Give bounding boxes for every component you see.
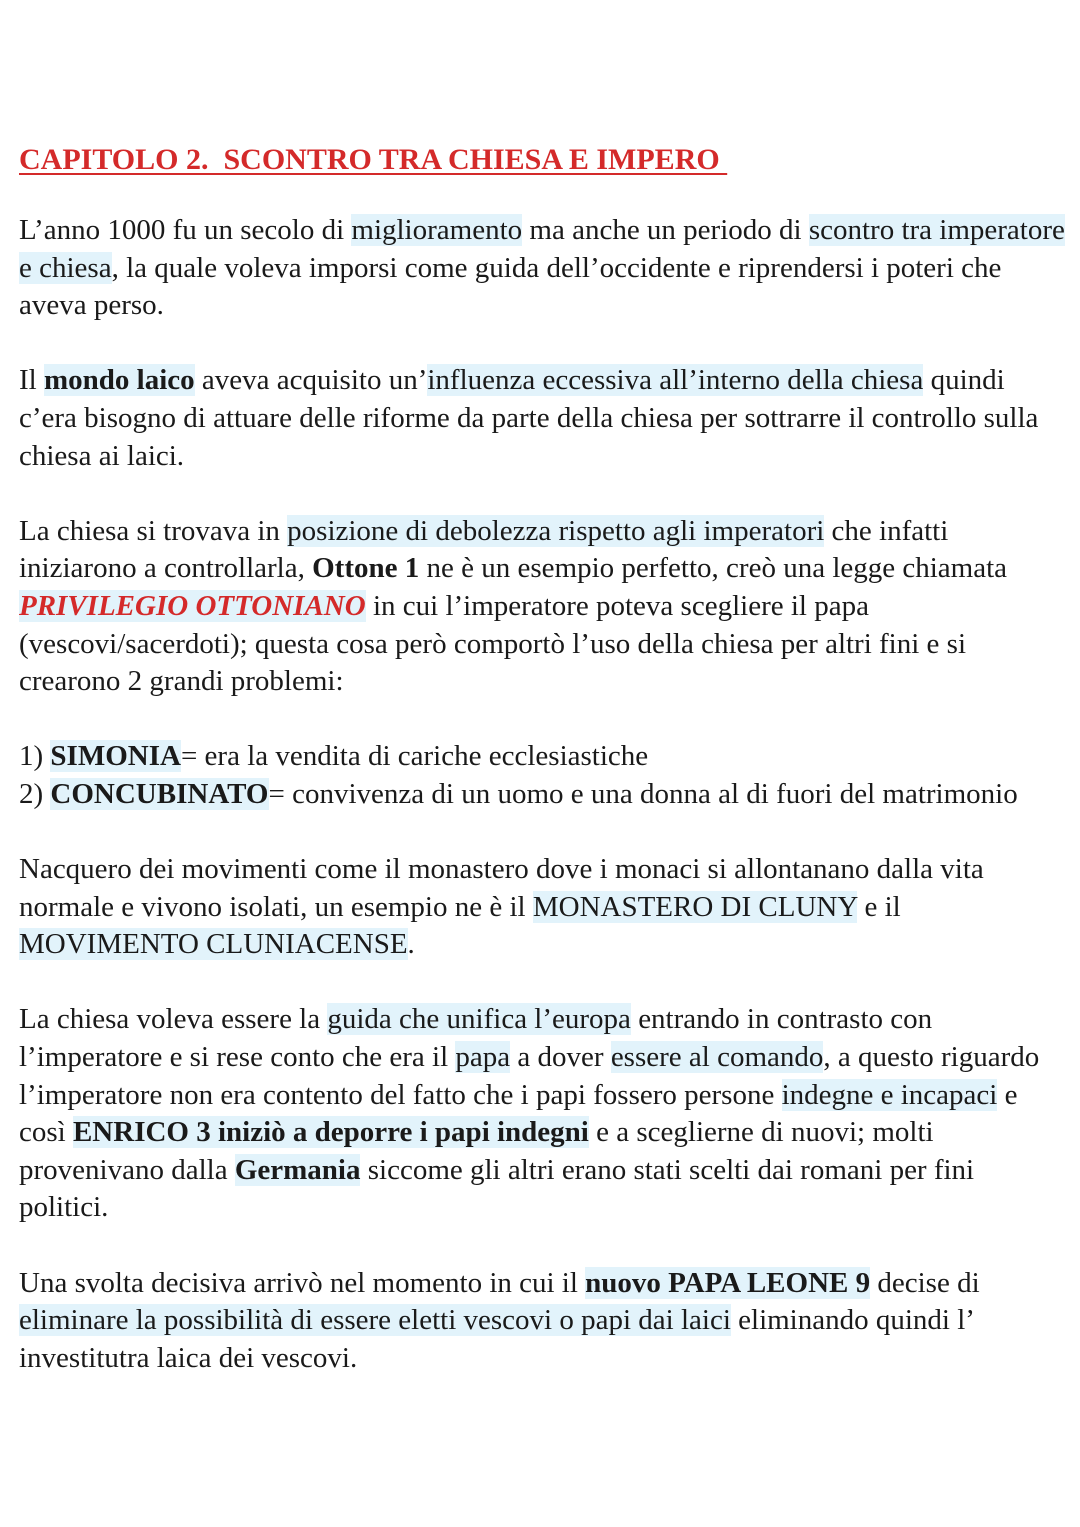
- document-page: [19, 139, 1069, 1415]
- bold-highlight: nuovo PAPA LEONE 9: [585, 1266, 871, 1299]
- paragraph-5: [19, 1001, 1069, 1227]
- chapter-title: CAPITOLO 2. SCONTRO TRA CHIESA E IMPERO: [19, 143, 728, 176]
- highlight: essere al comando: [610, 1041, 824, 1074]
- text: e così: [19, 1078, 1018, 1149]
- paragraph-1: [19, 212, 1069, 325]
- definition: = convivenza di un uomo e una donna al di fuori del matrimonio: [268, 777, 1018, 810]
- text: aveva acquisito un’: [194, 364, 428, 397]
- text: siccome gli altri erano stati scelti dai romani per fini politici.: [19, 1153, 975, 1224]
- list-num: 2): [19, 777, 51, 810]
- text: a dover: [510, 1041, 611, 1074]
- text: La chiesa voleva essere la: [19, 1003, 328, 1036]
- text: Una svolta decisiva arrivò nel momento in cui il: [19, 1266, 586, 1299]
- highlight: MONASTERO DI CLUNY: [532, 890, 858, 923]
- paragraph-6: [19, 1265, 1069, 1378]
- term-simonia: SIMONIA: [50, 740, 181, 773]
- highlight: influenza eccessiva all’interno della chiesa: [427, 364, 924, 397]
- bold-highlight: Germania: [234, 1153, 361, 1186]
- bold-highlight: ENRICO 3 iniziò a deporre i papi indegni: [72, 1116, 589, 1149]
- text: .: [407, 928, 415, 961]
- highlight: scontro tra imperatore e chiesa: [19, 214, 1065, 284]
- text: in cui l’imperatore poteva scegliere il papa (vescovi/sacerdoti); questa cosa però comportò l’uso della chiesa per altri fini e si crearono 2 grandi problemi:: [19, 589, 967, 698]
- text: che infatti iniziarono a controllarla,: [19, 514, 949, 585]
- highlight: eliminare la possibilità di essere eletti vescovi o papi dai laici: [19, 1304, 731, 1337]
- highlight: indegne e incapaci: [781, 1078, 998, 1111]
- highlight: papa: [455, 1041, 511, 1074]
- bold-highlight: mondo laico: [43, 364, 195, 397]
- paragraph-3: [19, 513, 1069, 701]
- text: entrando in contrasto con l’imperatore e si rese conto che era il: [19, 1003, 933, 1074]
- text: La chiesa si trovava in: [19, 514, 288, 547]
- text: ne è un esempio perfetto, creò una legge chiamata: [419, 552, 1008, 585]
- highlight: miglioramento: [351, 214, 523, 246]
- highlight: guida che unifica l’europa: [327, 1003, 631, 1036]
- text: L’anno 1000 fu un secolo di: [19, 214, 352, 246]
- text: , la quale voleva imporsi come guida dell’occidente e riprendersi i poteri che aveva perso.: [19, 251, 1002, 322]
- text: eliminando quindi l’ investitutra laica dei vescovi.: [19, 1304, 973, 1374]
- text: , a questo riguardo l’imperatore non era contento del fatto che i papi fossero persone: [19, 1041, 1040, 1111]
- text: e a sceglierne di nuovi; molti provenivano dalla: [19, 1116, 934, 1186]
- text: Il: [19, 364, 44, 397]
- highlight: posizione di debolezza rispetto agli imperatori: [287, 514, 825, 547]
- text: decise di: [870, 1266, 980, 1299]
- highlight: MOVIMENTO CLUNIACENSE: [19, 928, 408, 961]
- text: ma anche un periodo di: [522, 214, 809, 246]
- problems-list: [19, 738, 1069, 813]
- paragraph-2: [19, 362, 1069, 475]
- bold-term: Ottone 1: [312, 552, 420, 585]
- list-num: 1): [19, 740, 51, 773]
- text: quindi c’era bisogno di attuare delle riforme da parte della chiesa per sottrarre il controllo sulla chiesa ai laici.: [19, 364, 1039, 472]
- definition: = era la vendita di cariche ecclesiastiche: [180, 740, 649, 773]
- text: Nacquero dei movimenti come il monastero dove i monaci si allontanano dalla vita normale e vivono isolati, un esempio ne è il: [19, 853, 984, 923]
- paragraph-4: [19, 851, 1069, 964]
- term-concubinato: CONCUBINATO: [50, 777, 269, 810]
- red-term-privilegio: PRIVILEGIO OTTONIANO: [19, 589, 366, 622]
- text: e il: [857, 890, 901, 923]
